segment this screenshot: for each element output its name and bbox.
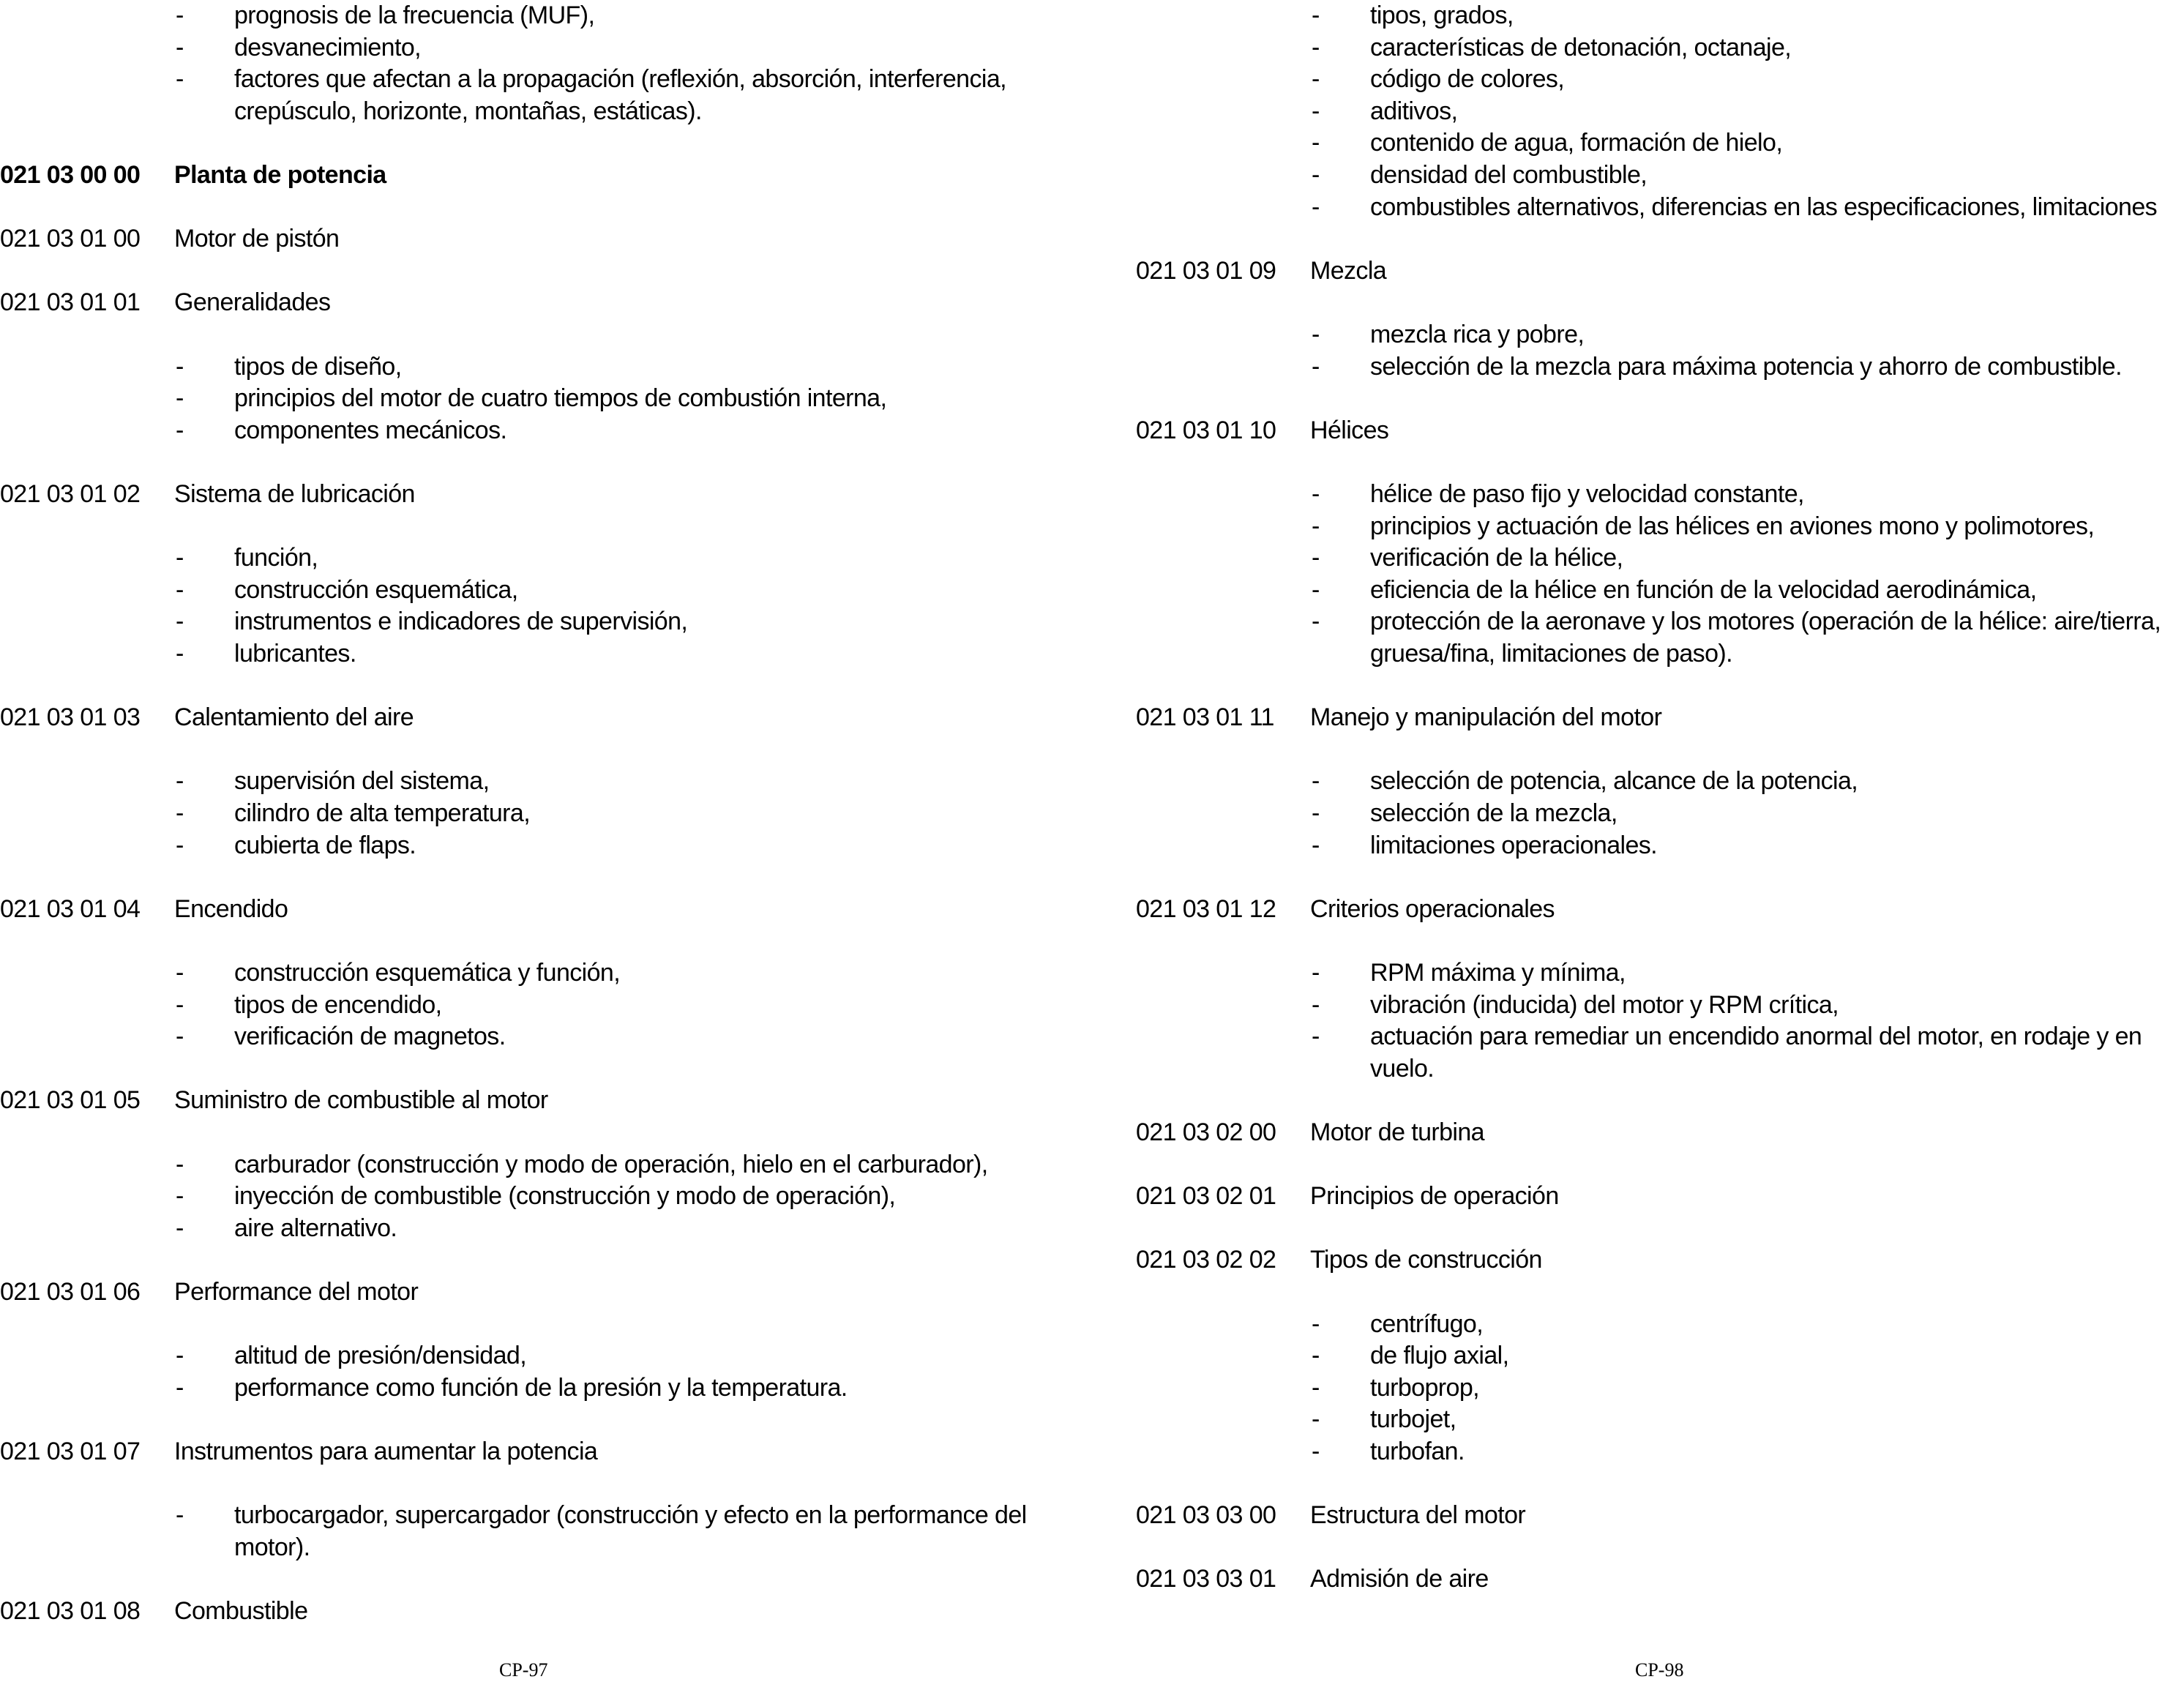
bullet-dash: - xyxy=(1312,480,1320,508)
bullet-text: tipos de diseño, xyxy=(234,352,402,381)
bullet-text: lubricantes. xyxy=(234,640,356,668)
section-code: 021 03 01 10 xyxy=(1136,416,1276,444)
bullet-dash: - xyxy=(1312,97,1320,125)
section-title: Suministro de combustible al motor xyxy=(174,1086,548,1115)
bullet-text: verificación de magnetos. xyxy=(234,1023,506,1051)
bullet-text: hélice de paso fijo y velocidad constante, xyxy=(1370,480,1804,508)
bullet-dash: - xyxy=(1312,1342,1320,1370)
bullet-dash: - xyxy=(1312,575,1320,604)
section-code: 021 03 02 01 xyxy=(1136,1182,1276,1211)
bullet-dash: - xyxy=(1312,1438,1320,1465)
section-title: Hélices xyxy=(1310,416,1389,444)
bullet-text: factores que afectan a la propagación (reflexión, absorción, interferencia, xyxy=(234,65,1006,94)
bullet-text: construcción esquemática y función, xyxy=(234,959,621,987)
section-code: 021 03 01 06 xyxy=(0,1278,141,1306)
bullet-dash: - xyxy=(1312,1309,1320,1338)
bullet-dash: - xyxy=(176,416,184,444)
section-code: 021 03 01 03 xyxy=(0,703,141,732)
bullet-text: limitaciones operacionales. xyxy=(1370,831,1658,859)
bullet-text: tipos, grados, xyxy=(1370,1,1514,29)
section-title: Planta de potencia xyxy=(174,161,386,189)
bullet-text: crepúsculo, horizonte, montañas, estáticas). xyxy=(234,97,702,125)
bullet-text: supervisión del sistema, xyxy=(234,767,490,796)
section-title: Principios de operación xyxy=(1310,1182,1559,1211)
bullet-dash: - xyxy=(1312,193,1320,221)
section-title: Manejo y manipulación del motor xyxy=(1310,703,1662,732)
bullet-dash: - xyxy=(176,1342,184,1370)
section-code: 021 03 01 04 xyxy=(0,894,141,923)
bullet-text: prognosis de la frecuencia (MUF), xyxy=(234,1,595,29)
bullet-text: selección de la mezcla, xyxy=(1370,799,1618,827)
bullet-dash: - xyxy=(176,990,184,1019)
bullet-text: carburador (construcción y modo de operación, hielo en el carburador), xyxy=(234,1150,988,1178)
bullet-text: selección de la mezcla para máxima potencia y ahorro de combustible. xyxy=(1370,352,2122,381)
bullet-text: aditivos, xyxy=(1370,97,1458,125)
bullet-dash: - xyxy=(176,767,184,796)
bullet-text: características de detonación, octanaje, xyxy=(1370,33,1792,61)
section-title: Criterios operacionales xyxy=(1310,894,1555,923)
page-number-left: CP-97 xyxy=(499,1659,548,1681)
bullet-text: tipos de encendido, xyxy=(234,990,442,1019)
bullet-text: turbocargador, supercargador (construcción y efecto en la performance del xyxy=(234,1501,1027,1530)
bullet-text: inyección de combustible (construcción y modo de operación), xyxy=(234,1182,896,1211)
bullet-text: combustibles alternativos, diferencias en las especificaciones, limitaciones xyxy=(1370,193,2158,221)
bullet-text: vuelo. xyxy=(1370,1054,1435,1083)
bullet-dash: - xyxy=(1312,544,1320,572)
bullet-dash: - xyxy=(1312,990,1320,1019)
bullet-dash: - xyxy=(1312,512,1320,540)
bullet-dash: - xyxy=(176,1182,184,1211)
bullet-text: cilindro de alta temperatura, xyxy=(234,799,531,827)
bullet-dash: - xyxy=(176,544,184,572)
section-title: Performance del motor xyxy=(174,1278,419,1306)
bullet-text: performance como función de la presión y la temperatura. xyxy=(234,1373,848,1402)
bullet-dash: - xyxy=(1312,129,1320,157)
section-code: 021 03 01 00 xyxy=(0,225,141,253)
section-code: 021 03 01 02 xyxy=(0,480,141,508)
bullet-text: verificación de la hélice, xyxy=(1370,544,1623,572)
bullet-text: componentes mecánicos. xyxy=(234,416,507,444)
bullet-dash: - xyxy=(176,33,184,61)
bullet-text: RPM máxima y mínima, xyxy=(1370,959,1626,987)
bullet-dash: - xyxy=(1312,831,1320,859)
section-title: Motor de pistón xyxy=(174,225,340,253)
bullet-dash: - xyxy=(1312,608,1320,636)
bullet-dash: - xyxy=(176,959,184,987)
section-title: Sistema de lubricación xyxy=(174,480,415,508)
section-code: 021 03 02 00 xyxy=(1136,1118,1276,1146)
section-title: Tipos de construcción xyxy=(1310,1246,1542,1274)
bullet-dash: - xyxy=(1312,65,1320,94)
bullet-dash: - xyxy=(176,608,184,636)
section-title: Encendido xyxy=(174,894,288,923)
bullet-text: vibración (inducida) del motor y RPM crítica, xyxy=(1370,990,1839,1019)
bullet-text: turboprop, xyxy=(1370,1373,1479,1402)
bullet-dash: - xyxy=(1312,321,1320,348)
bullet-text: aire alternativo. xyxy=(234,1214,397,1242)
bullet-text: código de colores, xyxy=(1370,65,1565,94)
section-title: Admisión de aire xyxy=(1310,1565,1489,1593)
bullet-text: principios y actuación de las hélices en aviones mono y polimotores, xyxy=(1370,512,2095,540)
section-title: Combustible xyxy=(174,1597,308,1625)
bullet-text: contenido de agua, formación de hielo, xyxy=(1370,129,1783,157)
bullet-text: desvanecimiento, xyxy=(234,33,421,61)
bullet-text: centrífugo, xyxy=(1370,1309,1484,1338)
bullet-dash: - xyxy=(1312,161,1320,189)
bullet-dash: - xyxy=(1312,959,1320,987)
bullet-dash: - xyxy=(176,65,184,94)
bullet-text: construcción esquemática, xyxy=(234,575,518,604)
bullet-text: gruesa/fina, limitaciones de paso). xyxy=(1370,640,1732,668)
bullet-dash: - xyxy=(176,1214,184,1242)
bullet-dash: - xyxy=(1312,799,1320,827)
bullet-text: densidad del combustible, xyxy=(1370,161,1648,189)
bullet-dash: - xyxy=(1312,1023,1320,1051)
bullet-text: función, xyxy=(234,544,318,572)
bullet-text: actuación para remediar un encendido anormal del motor, en rodaje y en xyxy=(1370,1023,2142,1051)
bullet-dash: - xyxy=(1312,1373,1320,1402)
section-code: 021 03 01 08 xyxy=(0,1597,141,1625)
bullet-dash: - xyxy=(1312,767,1320,796)
bullet-dash: - xyxy=(176,1,184,29)
bullet-text: mezcla rica y pobre, xyxy=(1370,321,1585,348)
section-title: Instrumentos para aumentar la potencia xyxy=(174,1438,598,1465)
bullet-dash: - xyxy=(176,799,184,827)
section-code: 021 03 01 07 xyxy=(0,1438,141,1465)
section-title: Calentamiento del aire xyxy=(174,703,414,732)
bullet-dash: - xyxy=(176,1501,184,1530)
bullet-text: selección de potencia, alcance de la potencia, xyxy=(1370,767,1858,796)
section-code: 021 03 03 00 xyxy=(1136,1501,1276,1530)
bullet-dash: - xyxy=(176,575,184,604)
section-code: 021 03 01 11 xyxy=(1136,703,1274,732)
bullet-text: motor). xyxy=(234,1533,310,1561)
bullet-text: turbofan. xyxy=(1370,1438,1465,1465)
bullet-dash: - xyxy=(1312,1405,1320,1434)
bullet-text: cubierta de flaps. xyxy=(234,831,416,859)
section-code: 021 03 02 02 xyxy=(1136,1246,1276,1274)
section-code: 021 03 00 00 xyxy=(0,161,141,189)
bullet-dash: - xyxy=(176,831,184,859)
section-code: 021 03 01 05 xyxy=(0,1086,141,1115)
bullet-dash: - xyxy=(176,1373,184,1402)
section-title: Motor de turbina xyxy=(1310,1118,1484,1146)
bullet-text: eficiencia de la hélice en función de la velocidad aerodinámica, xyxy=(1370,575,2037,604)
bullet-text: protección de la aeronave y los motores (operación de la hélice: aire/tierra, xyxy=(1370,608,2161,636)
bullet-dash: - xyxy=(176,384,184,413)
bullet-text: de flujo axial, xyxy=(1370,1342,1509,1370)
bullet-dash: - xyxy=(176,1023,184,1051)
section-title: Estructura del motor xyxy=(1310,1501,1526,1530)
bullet-text: principios del motor de cuatro tiempos de combustión interna, xyxy=(234,384,887,413)
bullet-dash: - xyxy=(1312,33,1320,61)
bullet-dash: - xyxy=(176,352,184,381)
section-code: 021 03 01 09 xyxy=(1136,256,1276,285)
bullet-dash: - xyxy=(176,640,184,668)
bullet-text: turbojet, xyxy=(1370,1405,1456,1434)
bullet-text: altitud de presión/densidad, xyxy=(234,1342,527,1370)
page-number-right: CP-98 xyxy=(1635,1659,1684,1681)
section-title: Generalidades xyxy=(174,288,331,317)
bullet-text: instrumentos e indicadores de supervisión, xyxy=(234,608,688,636)
section-title: Mezcla xyxy=(1310,256,1387,285)
bullet-dash: - xyxy=(1312,1,1320,29)
section-code: 021 03 03 01 xyxy=(1136,1565,1276,1593)
bullet-dash: - xyxy=(176,1150,184,1178)
bullet-dash: - xyxy=(1312,352,1320,381)
section-code: 021 03 01 12 xyxy=(1136,894,1276,923)
section-code: 021 03 01 01 xyxy=(0,288,141,317)
